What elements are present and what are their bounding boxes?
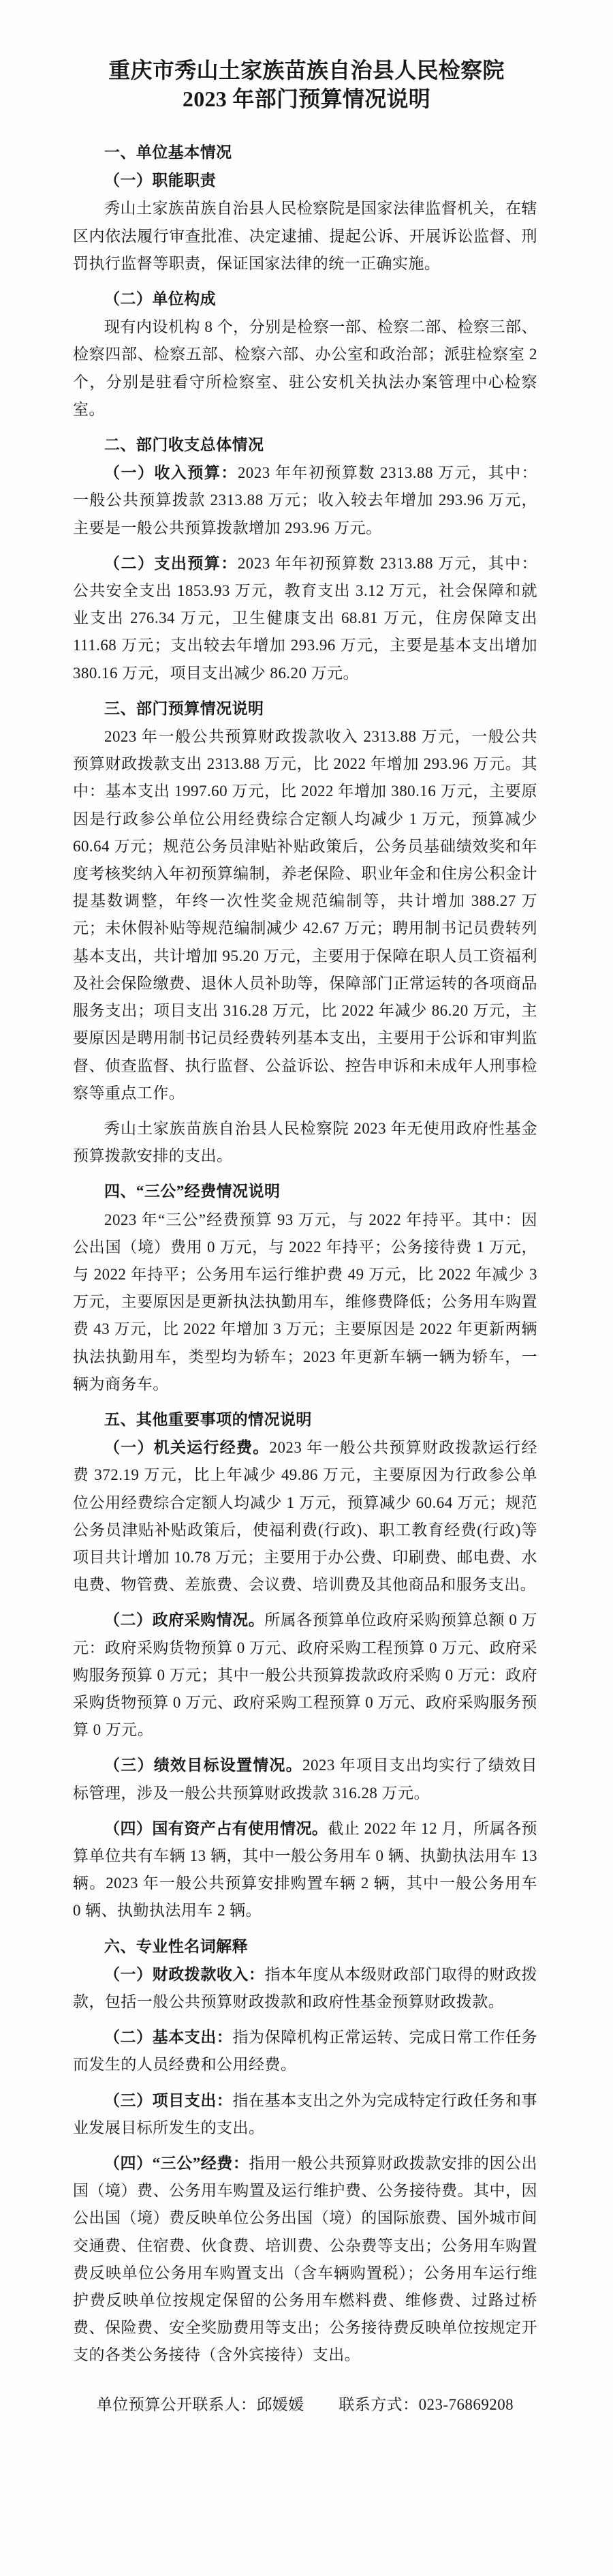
paragraph-text: 所属各预算单位政府采购预算总额 0 万元：政府采购货物预算 0 万元、政府采购工程预算 0 万元、政府采购服务预算 0 万元；其中一般公共预算拨款政府采购 0 万元：政府采购货物预算 0 万元、政府采购工程预算 0 万元、政府采购服务预算 0 万元。 xyxy=(73,1611,537,1739)
paragraph-text: 截止 2022 年 12 月，所属各预算单位共有车辆 13 辆，其中一般公务用车 0 辆、执勤执法用车 13 辆。2023 年一般公共预算安排购置车辆 2 辆，其中一般公务用车 0 辆、执勤执法用车 2 辆。 xyxy=(73,1819,537,1920)
contact-line xyxy=(73,2391,537,2419)
paragraph-assets xyxy=(73,1815,537,1925)
section-heading-budget: 三、部门预算情况说明 xyxy=(104,699,264,717)
paragraph-basic-expenditure xyxy=(73,2024,537,2078)
paragraph-text: 2023 年年初预算数 2313.88 万元，其中：一般公共预算拨款 2313.88 万元；收入较去年增加 293.96 万元，主要是一般公共预算拨款增加 293.96 万元。 xyxy=(73,464,537,536)
paragraph-text: 指用一般公共预算财政拨款安排的因公出国（境）费、公务用车购置及运行维护费、公务接待费。其中，因公出国（境）费反映单位公务出国（境）的国际旅费、国外城市间交通费、住宿费、伙食费、培训费、公杂费等支出；公务用车购置费反映单位公务用车购置支出（含车辆购置税）；公务用车运行维护费反映单位按规定保留的公务用车燃料费、维修费、过路过桥费、保险费、安全奖励费用等支出；公务接待费反映单位按规定开支的各类公务接待（含外宾接待）支出。 xyxy=(73,2155,537,2364)
section-heading-other: 五、其他重要事项的情况说明 xyxy=(104,1410,312,1428)
paragraph-text: 2023 年年初预算数 2313.88 万元，其中：公共安全支出 1853.93 万元，教育支出 3.12 万元，社会保障和就业支出 276.34 万元，卫生健康支出 68.81 万元，住房保障支出 111.68 万元；支出较去年增加 293.96 万元，主要是基本支出增加 380.16 万元，项目支出减少 86.20 万元。 xyxy=(73,554,537,682)
paragraph-text: 指本年度从本级财政部门取得的财政拨款，包括一般公共预算财政拨款和政府性基金预算财政拨款。 xyxy=(73,1965,537,2010)
paragraph-lead: （一）机关运行经费。 xyxy=(104,1439,270,1457)
paragraph-text: 指为保障机构正常运转、完成日常工作任务而发生的人员经费和公用经费。 xyxy=(73,2029,537,2074)
title-line-2: 2023 年部门预算情况说明 xyxy=(182,87,431,111)
paragraph-lead: （二）支出预算： xyxy=(104,554,238,572)
title-line-1: 重庆市秀山土家族苗族自治县人民检察院 xyxy=(108,58,505,82)
section-heading-glossary: 六、专业性名词解释 xyxy=(104,1937,249,1955)
document-body xyxy=(73,139,537,2419)
subheading-duties: （一）职能职责 xyxy=(104,172,217,190)
contact-phone-number: 023-76869208 xyxy=(418,2395,514,2413)
paragraph-fiscal-income xyxy=(73,1961,537,2016)
paragraph-lead: （二）政府采购情况。 xyxy=(104,1611,265,1629)
section-heading-basic-info: 一、单位基本情况 xyxy=(104,144,232,161)
paragraph-text: 2023 年项目支出均实行了绩效目标管理，涉及一般公共预算财政拨款 316.28 万元。 xyxy=(73,1757,537,1802)
paragraph-fund-note: 秀山土家族苗族自治县人民检察院 2023 年无使用政府性基金预算拨款安排的支出。 xyxy=(73,1119,537,1165)
section-heading-overall: 二、部门收支总体情况 xyxy=(104,436,264,454)
paragraph-lead: （四）国有资产占有使用情况。 xyxy=(104,1819,328,1837)
paragraph-expenditure-budget xyxy=(73,550,537,687)
document-title xyxy=(0,56,613,113)
paragraph-lead: （三）项目支出： xyxy=(104,2091,233,2109)
paragraph-procurement xyxy=(73,1607,537,1744)
paragraph-text: 2023 年一般公共预算财政拨款运行经费 372.19 万元，比上年减少 49.86 万元，主要原因为行政参公单位公用经费综合定额人均减少 1 万元，预算减少 60.64 万元；规范公务员津贴补贴政策后，使福利费(行政)、职工教育经费(行政)等项目共计增加 10.78 万元；主要用于办公费、印刷费、邮电费、水电费、物管费、差旅费、会议费、培训费及其他商品和服务支出。 xyxy=(73,1439,537,1594)
paragraph-lead: （四）“三公”经费： xyxy=(104,2155,249,2172)
paragraph-duties: 秀山土家族苗族自治县人民检察院是国家法律监督机关，在辖区内依法履行审查批准、决定逮捕、提起公诉、开展诉讼监督、刑罚执行监督等职责，保证国家法律的统一正确实施。 xyxy=(73,200,537,272)
contact-person-name: 邱媛媛 xyxy=(256,2395,304,2413)
paragraph-performance xyxy=(73,1752,537,1806)
section-heading-three-public: 四、“三公”经费情况说明 xyxy=(104,1183,281,1200)
paragraph-composition: 现有内设机构 8 个，分别是检察一部、检察二部、检察三部、检察四部、检察五部、检察六部、办公室和政治部；派驻检察室 2 个，分别是驻看守所检察室、驻公安机关执法办案管理中心检察室。 xyxy=(73,318,537,418)
paragraph-budget: 2023 年一般公共预算财政拨款收入 2313.88 万元，一般公共预算财政拨款支出 2313.88 万元，比 2022 年增加 293.96 万元。其中：基本支出 1997.60 万元，比 2022 年增加 380.16 万元，主要原因是行政参公单位公用经费综合定额人均减少 1 万元，预算减少 60.64 万元；规范公务员津贴补贴政策后，公务员基础绩效奖和年度考核奖纳入年初预算编制，养老保险、职业年金和住房公积金计提基数调整，年终一次性奖金规范编制等，共计增加 388.27 万元；未休假补贴等规范编制减少 42.67 万元；聘用制书记员费转列基本支出，共计增加 95.20 万元，主要用于保障在职人员工资福利及社会保险缴费、退休人员补助等，保障部门正常运转的各项商品服务支出；项目支出 316.28 万元，比 2022 年减少 86.20 万元，主要原因是聘用制书记员经费转列基本支出，主要用于公诉和审判监督、侦查监督、执行监督、公益诉讼、控告申诉和未成年人刑事检察等重点工作。 xyxy=(73,728,537,1102)
paragraph-three-public-funds xyxy=(73,2150,537,2369)
paragraph-text: 指在基本支出之外为完成特定行政任务和事业发展目标所发生的支出。 xyxy=(73,2091,537,2136)
paragraph-lead: （三）绩效目标设置情况。 xyxy=(104,1757,302,1774)
paragraph-project-expenditure xyxy=(73,2087,537,2142)
paragraph-lead: （二）基本支出： xyxy=(104,2029,233,2046)
paragraph-operating-funds xyxy=(73,1434,537,1598)
subheading-composition: （二）单位构成 xyxy=(104,290,217,308)
paragraph-lead: （一）收入预算： xyxy=(104,464,238,482)
contact-person-label: 单位预算公开联系人： xyxy=(96,2395,257,2413)
paragraph-income-budget xyxy=(73,459,537,542)
paragraph-lead: （一）财政拨款收入： xyxy=(104,1965,265,1983)
contact-phone-label: 联系方式： xyxy=(339,2395,419,2413)
paragraph-three-public: 2023 年“三公”经费预算 93 万元，与 2022 年持平。其中：因公出国（境）费用 0 万元，与 2022 年持平；公务接待费 1 万元，与 2022 年持平；公务用车运行维护费 49 万元，比 2022 年减少 3 万元，主要原因是更新执法执勤用车，维修费降低；公务用车购置费 43 万元，比 2022 年增加 3 万元；主要原因是 2022 年更新两辆执法执勤用车，类型均为轿车；2023 年更新车辆一辆为轿车，一辆为商务车。 xyxy=(73,1211,537,1393)
